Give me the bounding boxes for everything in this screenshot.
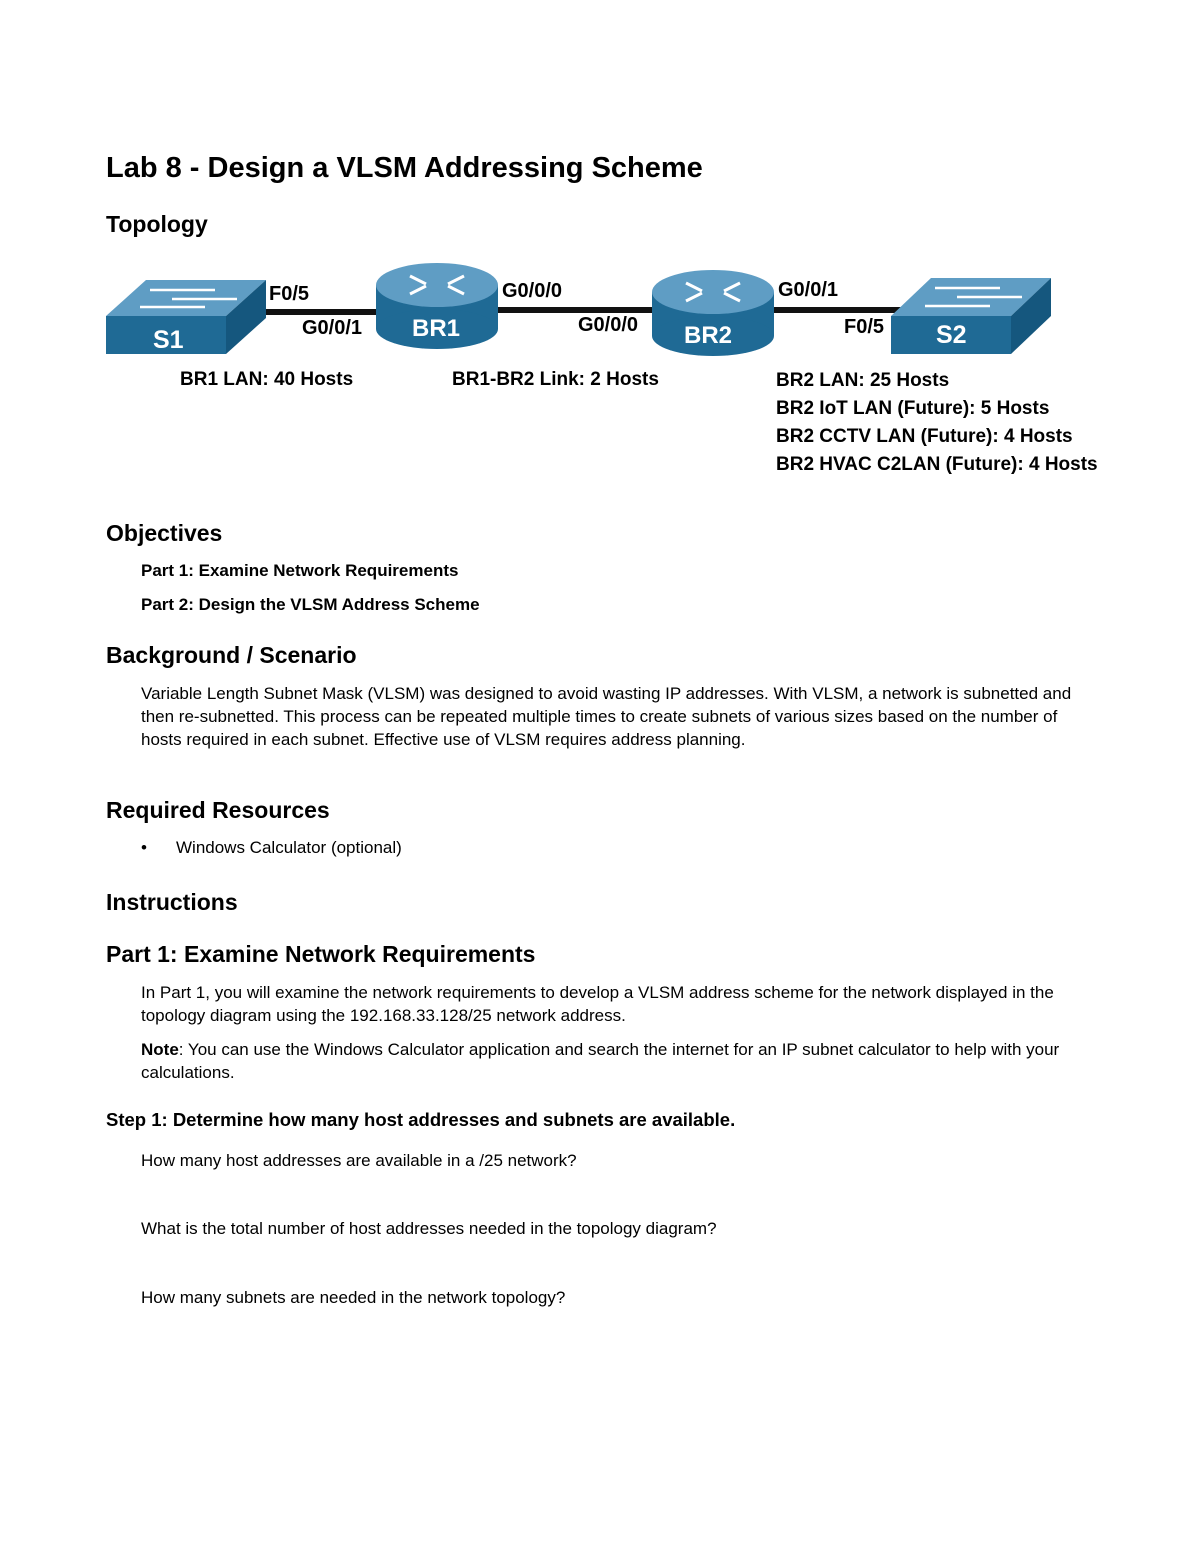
port-s1-f05: F0/5	[269, 283, 310, 305]
bullet-icon: •	[141, 838, 147, 857]
port-br2-g000: G0/0/0	[578, 314, 639, 336]
part1-heading: Part 1: Examine Network Requirements	[106, 941, 536, 967]
objectives-heading: Objectives	[106, 520, 223, 546]
label-br1-br2-link: BR1-BR2 Link: 2 Hosts	[452, 369, 659, 390]
br2-label: BR2	[684, 322, 733, 349]
s2-label: S2	[936, 321, 967, 349]
question-total-hosts: What is the total number of host addresses needed in the topology diagram?	[141, 1219, 717, 1238]
switch-s1-icon	[106, 280, 266, 354]
port-br1-g000: G0/0/0	[502, 280, 563, 302]
router-br2-icon	[652, 270, 774, 356]
label-br2-iot: BR2 IoT LAN (Future): 5 Hosts	[776, 398, 1050, 419]
label-br2-lan: BR2 LAN: 25 Hosts	[776, 370, 950, 391]
objective-part1: Part 1: Examine Network Requirements	[141, 561, 459, 580]
step1-heading: Step 1: Determine how many host addresses and subnets are available.	[106, 1109, 736, 1130]
s1-label: S1	[153, 326, 184, 354]
question-subnets-needed: How many subnets are needed in the network topology?	[141, 1288, 566, 1307]
objective-part2: Part 2: Design the VLSM Address Scheme	[141, 595, 480, 614]
br1-label: BR1	[412, 315, 461, 342]
label-br1-lan: BR1 LAN: 40 Hosts	[180, 369, 354, 390]
instructions-heading: Instructions	[106, 889, 238, 915]
part1-note	[141, 1038, 1091, 1084]
port-br1-g001: G0/0/1	[302, 317, 363, 339]
router-br1-icon	[376, 263, 498, 349]
topology-diagram	[0, 0, 1200, 500]
resource-list-item	[141, 838, 402, 858]
topology-heading: Topology	[106, 211, 208, 237]
label-br2-hvac: BR2 HVAC C2LAN (Future): 4 Hosts	[776, 454, 1098, 475]
page-title: Lab 8 - Design a VLSM Addressing Scheme	[106, 152, 703, 184]
part1-intro: In Part 1, you will examine the network requirements to develop a VLSM address scheme for the network displayed in the topology diagram using the 192.168.33.128/25 network address.	[141, 983, 1054, 1025]
resources-heading: Required Resources	[106, 797, 330, 823]
background-text: Variable Length Subnet Mask (VLSM) was designed to avoid wasting IP addresses. With VLSM, a network is subnetted and then re-subnetted. This process can be repeated multiple times to create subnets of various sizes based on the number of hosts required in each subnet. Effective use of VLSM requires address planning.	[141, 684, 1072, 749]
question-host-addresses: How many host addresses are available in a /25 network?	[141, 1151, 577, 1170]
background-heading: Background / Scenario	[106, 642, 357, 668]
resource-windows-calculator: Windows Calculator (optional)	[176, 838, 402, 857]
label-br2-cctv: BR2 CCTV LAN (Future): 4 Hosts	[776, 426, 1073, 447]
note-label: Note	[141, 1040, 179, 1059]
note-text: : You can use the Windows Calculator application and search the internet for an IP subnet calculator to help with your calculations.	[141, 1040, 1060, 1082]
port-s2-f05: F0/5	[844, 316, 885, 338]
port-br2-g001: G0/0/1	[778, 279, 839, 301]
switch-s2-icon	[891, 278, 1051, 354]
